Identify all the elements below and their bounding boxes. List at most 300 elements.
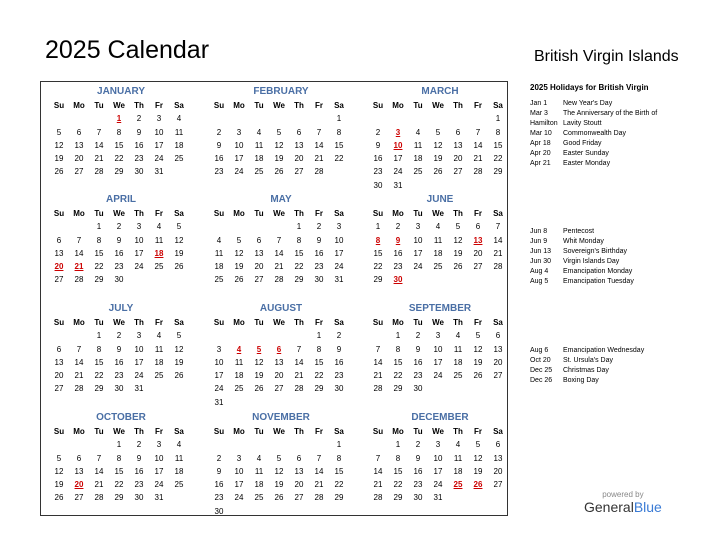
holiday-name: Sovereign's Birthday [563,248,627,255]
empty-cell [209,438,229,451]
day-cell: 7 [375,453,381,463]
day-cell: 28 [94,493,104,503]
empty-cell [428,112,448,125]
day-cell: 10 [214,357,224,367]
empty-cell [289,329,309,342]
holiday-item [530,366,644,376]
day-cell: 29 [393,493,403,503]
weekday-label: Su [213,209,225,218]
empty-cell [368,112,388,125]
month-name: OCTOBER [96,412,146,423]
day-cell: 7 [495,222,501,232]
day-cell: 15 [334,466,344,476]
day-cell: 12 [453,235,463,245]
weekday-label: Fr [155,209,163,218]
day-cell: 11 [174,127,184,137]
weekday-label: Fr [474,427,482,436]
weekday-label: Tu [254,209,264,218]
day-cell: 4 [156,222,162,232]
day-cell: 21 [373,480,383,490]
holiday-day: 20 [54,262,64,272]
day-cell: 25 [254,493,264,503]
day-cell: 11 [234,357,244,367]
day-cell: 29 [94,275,104,285]
day-cell: 8 [336,127,342,137]
day-cell: 1 [316,331,322,341]
day-cell: 6 [495,440,501,450]
holiday-name: Boxing Day [563,377,599,384]
holiday-item [530,119,657,129]
day-cell: 5 [455,222,461,232]
empty-cell [269,112,289,125]
day-cell: 23 [114,371,124,381]
day-cell: 2 [415,331,421,341]
brand-logo[interactable]: GeneralBlue [584,499,662,515]
holiday-name: New Year's Day [563,100,613,107]
day-cell: 26 [473,371,483,381]
day-cell: 6 [256,235,262,245]
month-may [205,190,357,287]
day-cell: 2 [395,222,401,232]
day-cell: 9 [116,344,122,354]
day-cell: 1 [96,331,102,341]
holiday-date: Hamilton [530,120,558,127]
day-cell: 3 [236,127,242,137]
day-cell: 28 [74,384,84,394]
day-cell: 18 [154,357,164,367]
empty-cell [49,438,69,451]
holiday-day: 21 [74,262,84,272]
weekday-label: We [273,209,285,218]
day-cell: 9 [136,127,142,137]
weekday-label: We [273,427,285,436]
day-cell: 20 [254,262,264,272]
weekday-label: Su [372,101,384,110]
holiday-date: Apr 18 [530,140,551,147]
weekday-label: We [113,209,125,218]
day-cell: 9 [216,466,222,476]
page-title: 2025 Calendar [45,36,210,64]
holiday-item [530,149,657,159]
day-cell: 28 [74,275,84,285]
holiday-date: Jun 30 [530,258,552,265]
empty-cell [269,438,289,451]
day-cell: 19 [433,154,443,164]
day-cell: 17 [154,140,164,150]
day-cell: 22 [393,480,403,490]
day-cell: 11 [413,140,423,150]
day-cell: 25 [214,275,224,285]
holiday-day: 1 [116,114,122,124]
day-cell: 10 [134,344,144,354]
weekday-label: Tu [413,101,423,110]
day-cell: 27 [54,275,64,285]
day-cell: 21 [493,248,503,258]
day-cell: 14 [493,235,503,245]
day-cell: 23 [413,480,423,490]
month-days [49,99,197,179]
weekday-label: Th [294,101,304,110]
weekday-label: Fr [474,318,482,327]
day-cell: 20 [493,357,503,367]
weekday-label: Sa [174,427,184,436]
day-cell: 2 [336,331,342,341]
day-cell: 18 [413,154,423,164]
day-cell: 14 [74,248,84,258]
day-cell: 2 [136,440,142,450]
day-cell: 19 [174,357,184,367]
holiday-item [530,139,657,149]
day-cell: 23 [393,262,403,272]
day-cell: 2 [116,222,122,232]
weekday-label: Fr [315,209,323,218]
day-cell: 26 [453,262,463,272]
day-cell: 10 [433,453,443,463]
empty-cell [289,112,309,125]
holiday-item [530,109,657,119]
day-cell: 31 [214,397,224,407]
day-cell: 31 [334,275,344,285]
month-days [368,99,516,192]
day-cell: 6 [495,331,501,341]
day-cell: 3 [156,114,162,124]
day-cell: 28 [274,275,284,285]
day-cell: 26 [54,167,64,177]
day-cell: 15 [94,357,104,367]
day-cell: 29 [393,384,403,394]
day-cell: 19 [234,262,244,272]
weekday-label: We [432,427,444,436]
month-days [49,316,197,396]
holiday-date: Aug 6 [530,347,549,354]
day-cell: 30 [314,275,324,285]
day-cell: 19 [174,248,184,258]
day-cell: 22 [294,262,304,272]
day-cell: 19 [473,466,483,476]
day-cell: 17 [433,357,443,367]
day-cell: 24 [154,480,164,490]
day-cell: 22 [114,154,124,164]
weekday-label: Sa [334,318,344,327]
day-cell: 14 [373,357,383,367]
empty-cell [209,329,229,342]
holiday-item [530,159,657,169]
weekday-label: Sa [334,101,344,110]
holiday-name: Commonwealth Day [563,130,627,137]
empty-cell [229,220,249,233]
day-cell: 4 [176,440,182,450]
day-cell: 30 [413,493,423,503]
day-cell: 18 [254,480,264,490]
weekday-label: Mo [233,209,245,218]
weekday-label: Sa [334,427,344,436]
day-cell: 13 [54,248,64,258]
day-cell: 19 [473,357,483,367]
empty-cell [229,112,249,125]
holiday-item [530,129,657,139]
empty-cell [408,112,428,125]
day-cell: 8 [296,235,302,245]
month-february [205,82,357,179]
day-cell: 24 [413,262,423,272]
empty-cell [69,112,89,125]
month-december [364,408,516,505]
day-cell: 24 [234,493,244,503]
weekday-label: Tu [94,318,104,327]
day-cell: 20 [54,371,64,381]
holiday-item [530,356,644,366]
month-july [45,299,197,396]
day-cell: 23 [214,167,224,177]
empty-cell [289,438,309,451]
empty-cell [49,220,69,233]
empty-cell [388,112,408,125]
day-cell: 3 [136,331,142,341]
day-cell: 6 [296,127,302,137]
day-cell: 8 [116,127,122,137]
day-cell: 31 [154,493,164,503]
weekday-label: Th [294,427,304,436]
weekday-label: Fr [315,427,323,436]
day-cell: 23 [134,154,144,164]
day-cell: 3 [236,453,242,463]
day-cell: 13 [74,140,84,150]
weekday-label: Sa [493,209,503,218]
day-cell: 10 [154,453,164,463]
day-cell: 2 [316,222,322,232]
day-cell: 10 [134,235,144,245]
day-cell: 11 [214,248,224,258]
weekday-label: Fr [315,318,323,327]
weekday-label: Tu [413,318,423,327]
day-cell: 7 [316,453,322,463]
day-cell: 11 [453,453,463,463]
holiday-day: 25 [453,480,463,490]
day-cell: 12 [473,453,483,463]
day-cell: 15 [334,140,344,150]
weekday-label: Fr [474,101,482,110]
day-cell: 26 [254,384,264,394]
day-cell: 23 [214,493,224,503]
day-cell: 1 [116,440,122,450]
weekday-label: Su [213,318,225,327]
day-cell: 6 [76,127,82,137]
day-cell: 23 [373,167,383,177]
day-cell: 27 [493,480,503,490]
day-cell: 26 [234,275,244,285]
holiday-name: Emancipation Wednesday [563,347,645,354]
day-cell: 17 [234,480,244,490]
day-cell: 5 [56,127,62,137]
holiday-day: 30 [393,275,403,285]
day-cell: 10 [433,344,443,354]
day-cell: 7 [316,127,322,137]
day-cell: 5 [176,222,182,232]
month-days [49,207,197,287]
day-cell: 13 [294,466,304,476]
day-cell: 30 [214,506,224,516]
day-cell: 4 [455,440,461,450]
holiday-day: 10 [393,140,403,150]
day-cell: 6 [56,235,62,245]
weekday-label: Mo [73,427,85,436]
day-cell: 9 [375,140,381,150]
weekday-label: Tu [254,427,264,436]
day-cell: 17 [433,466,443,476]
empty-cell [209,220,229,233]
day-cell: 10 [413,235,423,245]
day-cell: 1 [395,331,401,341]
weekday-label: Th [453,209,463,218]
day-cell: 17 [393,154,403,164]
day-cell: 21 [294,371,304,381]
day-cell: 19 [453,248,463,258]
day-cell: 29 [373,275,383,285]
weekday-label: Th [453,101,463,110]
month-days [209,316,357,409]
day-cell: 25 [154,262,164,272]
day-cell: 6 [56,344,62,354]
holiday-item [530,277,634,287]
day-cell: 10 [234,466,244,476]
day-cell: 26 [54,493,64,503]
month-name: APRIL [106,194,136,205]
holiday-item [530,247,634,257]
day-cell: 15 [393,357,403,367]
day-cell: 21 [94,480,104,490]
day-cell: 1 [336,114,342,124]
holiday-day: 13 [473,235,483,245]
holiday-day: 9 [395,235,401,245]
day-cell: 4 [176,114,182,124]
weekday-label: Th [134,427,144,436]
day-cell: 5 [435,127,441,137]
day-cell: 26 [274,493,284,503]
day-cell: 20 [473,248,483,258]
day-cell: 22 [314,371,324,381]
day-cell: 29 [114,493,124,503]
day-cell: 15 [393,466,403,476]
holiday-name: Lavity Stoutt [563,120,602,127]
day-cell: 2 [116,331,122,341]
holiday-date: Jun 8 [530,228,548,235]
weekday-label: Tu [94,101,104,110]
day-cell: 12 [174,235,184,245]
holiday-day: 18 [154,248,164,258]
day-cell: 12 [274,466,284,476]
day-cell: 2 [216,453,222,463]
day-cell: 15 [493,140,503,150]
day-cell: 16 [393,248,403,258]
holiday-item [530,257,634,267]
day-cell: 31 [433,493,443,503]
weekday-label: Mo [392,209,404,218]
day-cell: 26 [174,371,184,381]
weekday-label: We [113,427,125,436]
empty-cell [468,112,488,125]
empty-cell [89,438,109,451]
day-cell: 4 [415,127,421,137]
month-september [364,299,516,396]
day-cell: 8 [495,127,501,137]
empty-cell [229,329,249,342]
day-cell: 7 [375,344,381,354]
holiday-date: Jun 9 [530,238,548,245]
day-cell: 28 [294,384,304,394]
day-cell: 12 [174,344,184,354]
day-cell: 20 [74,154,84,164]
day-cell: 4 [216,235,222,245]
day-cell: 7 [76,235,82,245]
day-cell: 5 [276,453,282,463]
day-cell: 27 [294,493,304,503]
day-cell: 19 [274,480,284,490]
weekday-label: Th [453,318,463,327]
day-cell: 1 [495,114,501,124]
month-august [205,299,357,409]
holiday-name: Easter Monday [563,160,611,167]
day-cell: 5 [276,127,282,137]
weekday-label: Sa [493,427,503,436]
day-cell: 27 [453,167,463,177]
weekday-label: Fr [155,101,163,110]
day-cell: 7 [296,344,302,354]
day-cell: 13 [254,248,264,258]
day-cell: 16 [134,466,144,476]
day-cell: 2 [136,114,142,124]
holiday-name: The Anniversary of the Birth of [563,110,658,117]
day-cell: 27 [254,275,264,285]
day-cell: 17 [154,466,164,476]
weekday-label: Th [134,101,144,110]
day-cell: 16 [413,357,423,367]
day-cell: 13 [294,140,304,150]
weekday-label: Mo [73,209,85,218]
day-cell: 18 [234,371,244,381]
day-cell: 16 [134,140,144,150]
empty-cell [368,438,388,451]
month-name: JULY [108,303,134,314]
holiday-name: Easter Sunday [563,150,609,157]
day-cell: 5 [176,331,182,341]
day-cell: 14 [94,140,104,150]
day-cell: 24 [433,371,443,381]
day-cell: 22 [373,262,383,272]
day-cell: 15 [94,248,104,258]
day-cell: 18 [453,357,463,367]
day-cell: 1 [296,222,302,232]
day-cell: 9 [316,235,322,245]
month-days [209,99,357,179]
weekday-label: Tu [94,209,104,218]
empty-cell [69,329,89,342]
weekday-label: Sa [174,318,184,327]
day-cell: 30 [334,384,344,394]
day-cell: 28 [94,167,104,177]
day-cell: 2 [415,440,421,450]
day-cell: 11 [254,466,264,476]
day-cell: 17 [134,357,144,367]
weekday-label: We [113,101,125,110]
day-cell: 29 [114,167,124,177]
weekday-label: Th [134,209,144,218]
day-cell: 26 [174,262,184,272]
holiday-date: Oct 20 [530,357,551,364]
empty-cell [229,438,249,451]
month-days [209,207,357,287]
day-cell: 20 [294,154,304,164]
weekday-label: Sa [174,209,184,218]
